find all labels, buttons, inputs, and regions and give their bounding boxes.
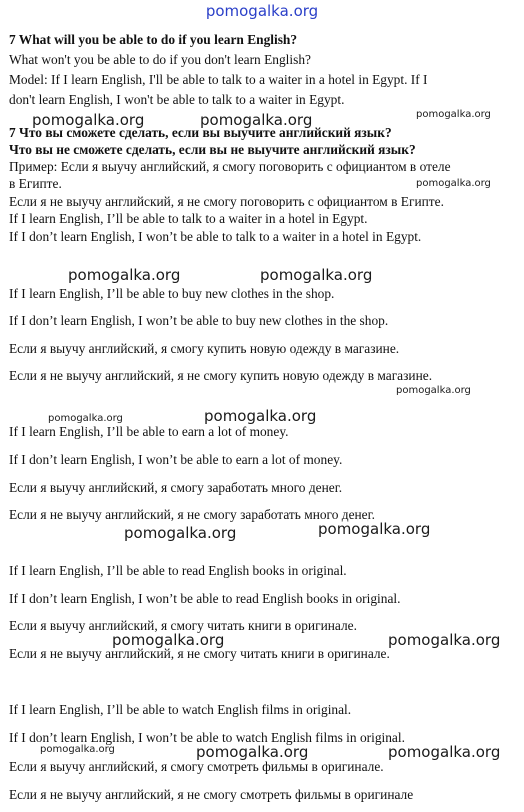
answer-line: Если я не выучу английский, я не смогу читать книги в оригинале. bbox=[9, 646, 390, 661]
answer-line: If I don’t learn English, I won’t be able to watch English films in original. bbox=[9, 730, 405, 745]
answer-line: If I don’t learn English, I won’t be able to earn a lot of money. bbox=[9, 452, 343, 467]
watermark: pomogalka.org bbox=[318, 520, 431, 538]
model-line-2: don't learn English, I won't be able to talk to a waiter in Egypt. bbox=[9, 92, 345, 107]
task-subtitle-en: What won't you be able to do if you don't learn English? bbox=[9, 52, 311, 67]
watermark: pomogalka.org bbox=[388, 631, 501, 649]
answer-line: If I learn English, I’ll be able to earn a lot of money. bbox=[9, 424, 289, 439]
task-title-en: 7 What will you be able to do if you learn English? bbox=[9, 32, 298, 47]
example-ru-line-2: в Египте. bbox=[9, 176, 62, 191]
watermark: pomogalka.org bbox=[396, 385, 471, 396]
watermark: pomogalka.org bbox=[68, 266, 181, 284]
answer-line: Если я выучу английский, я смогу купить новую одежду в магазине. bbox=[9, 341, 400, 356]
task-subtitle-ru: Что вы не сможете сделать, если вы не выучите английский язык? bbox=[9, 142, 416, 157]
example-ru-line-3: Если я не выучу английский, я не смогу поговорить с официантом в Египте. bbox=[9, 194, 444, 209]
answer-line: If I don’t learn English, I won’t be able to buy new clothes in the shop. bbox=[9, 313, 389, 328]
answer-line: Если я не выучу английский, я не смогу купить новую одежду в магазине. bbox=[9, 368, 433, 383]
answer-line: Если я выучу английский, я смогу заработать много денег. bbox=[9, 480, 343, 495]
watermark: pomogalka.org bbox=[416, 109, 491, 120]
answer-line: If I learn English, I’ll be able to talk to a waiter in a hotel in Egypt. bbox=[9, 211, 368, 226]
answer-line: If I don’t learn English, I won’t be able to talk to a waiter in a hotel in Egypt. bbox=[9, 229, 422, 244]
answer-line: If I don’t learn English, I won’t be able to read English books in original. bbox=[9, 591, 401, 606]
watermark: pomogalka.org bbox=[196, 743, 309, 761]
answer-line: Если я не выучу английский, я не смогу заработать много денег. bbox=[9, 507, 375, 522]
watermark: pomogalka.org bbox=[204, 407, 317, 425]
answer-line: Если я не выучу английский, я не смогу смотреть фильмы в оригинале bbox=[9, 787, 414, 802]
watermark: pomogalka.org bbox=[124, 524, 237, 542]
example-ru-line-1: Пример: Если я выучу английский, я смогу поговорить с официантом в отеле bbox=[9, 159, 451, 174]
watermark: pomogalka.org bbox=[200, 111, 313, 129]
watermark: pomogalka.org bbox=[388, 743, 501, 761]
watermark: pomogalka.org bbox=[416, 178, 491, 189]
watermark: pomogalka.org bbox=[48, 413, 123, 424]
watermark: pomogalka.org bbox=[260, 266, 373, 284]
answer-line: Если я выучу английский, я смогу читать книги в оригинале. bbox=[9, 618, 357, 633]
watermark: pomogalka.org bbox=[40, 744, 115, 755]
watermark: pomogalka.org bbox=[112, 631, 225, 649]
answer-line: If I learn English, I’ll be able to read English books in original. bbox=[9, 563, 347, 578]
answer-line: If I learn English, I’ll be able to watch English films in original. bbox=[9, 702, 352, 717]
answer-line: If I learn English, I’ll be able to buy new clothes in the shop. bbox=[9, 286, 335, 301]
task-title-ru: 7 Что вы сможете сделать, если вы выучите английский язык? bbox=[9, 125, 392, 140]
site-header: pomogalka.org bbox=[205, 2, 319, 20]
model-line-1: Model: If I learn English, I'll be able to talk to a waiter in a hotel in Egypt. If I bbox=[9, 72, 428, 87]
watermark: pomogalka.org bbox=[32, 111, 145, 129]
answer-line: Если я выучу английский, я смогу смотреть фильмы в оригинале. bbox=[9, 759, 384, 774]
